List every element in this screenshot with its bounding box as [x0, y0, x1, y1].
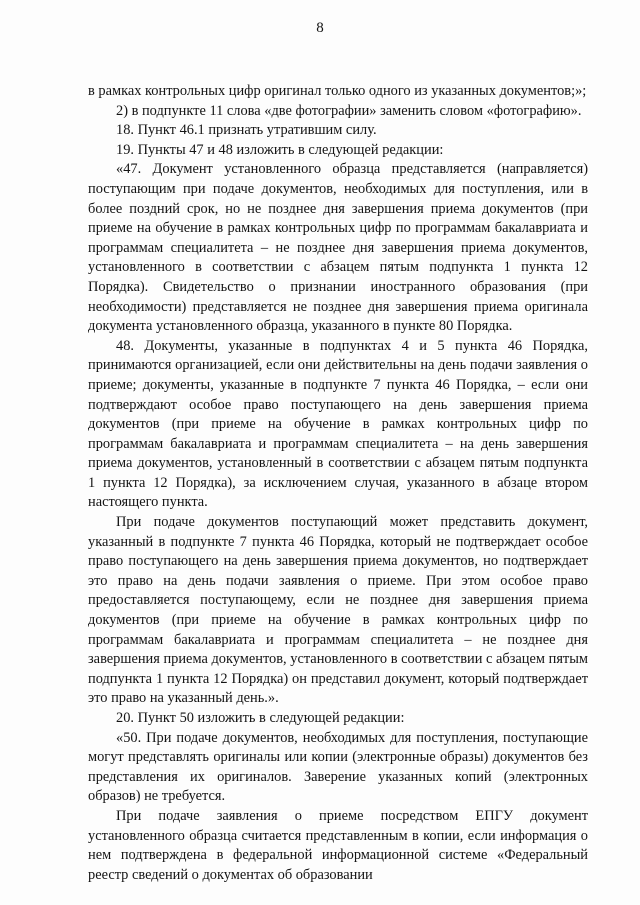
paragraph-item-20: 20. Пункт 50 изложить в следующей редакции:: [116, 710, 405, 726]
page-number: 8: [316, 20, 324, 36]
paragraph-item-18: 18. Пункт 46.1 признать утратившим силу.: [116, 122, 377, 139]
paragraph-clause-48-part-2: При подаче документов поступающий может представить документ, указанный в подпункте 7 пункта 46 Порядка, который не подтверждает особое право поступающего на день завершения приема документов, но подтверждает это право на день подачи заявления о приеме. При этом особое право предоставляется поступающему, если не позднее дня завершения приема документов (при приеме на обучение в рамках контрольных цифр по программам бакалавриата и программам специалитета – не позднее дня завершения приема документов, установленного в соответствии с абзацем пятым подпункта 1 пункта 12 Порядка) он представил документ, который подтверждает это право на указанный день.».: [88, 514, 588, 707]
paragraph-clause-50: «50. При подаче документов, необходимых для поступления, поступающие могут представлять оригиналы или копии (электронные образы) документов без представления их оригиналов. Заверение указанных копий (электронных образов) не требуется.: [88, 729, 588, 805]
document-body: [88, 82, 588, 885]
paragraph-clause-48: 48. Документы, указанные в подпунктах 4 и 5 пункта 46 Порядка, принимаются организацией, если они действительны на день подачи заявления о приеме; документы, указанные в подпункте 7 пункта 46 Порядка, – если они подтверждают особое право поступающего на день завершения приема документов (при приеме на обучение в рамках контрольных цифр по программам бакалавриата и программам специалитета – на день завершения приема документов, установленный в соответствии с абзацем пятым подпункта 1 пункта 12 Порядка), за исключением случая, указанного в абзаце втором настоящего пункта.: [88, 337, 588, 511]
paragraph-subitem-2: 2) в подпункте 11 слова «две фотографии» заменить словом «фотографию».: [116, 102, 582, 119]
paragraph-clause-47: «47. Документ установленного образца представляется (направляется) поступающим при подаче документов, необходимых для поступления, или в более поздний срок, но не позднее дня завершения приема документов (при приеме на обучение в рамках контрольных цифр по программам бакалавриата и программам специалитета – не позднее дня завершения приема документов, установленного в соответствии с абзацем пятым подпункта 1 пункта 12 Порядка). Свидетельство о признании иностранного образования (при необходимости) представляется не позднее дня завершения приема оригинала документа установленного образца, указанного в пункте 80 Порядка.: [88, 161, 588, 335]
paragraph-clause-50-part-2: При подаче заявления о приеме посредством ЕПГУ документ установленного образца считается представленным в копии, если информация о нем подтверждена в федеральной информационной системе «Федеральный реестр сведений о документах об образовании: [88, 807, 588, 883]
paragraph-item-19: 19. Пункты 47 и 48 изложить в следующей редакции:: [116, 141, 444, 158]
paragraph-continuation: в рамках контрольных цифр оригинал только одного из указанных документов;»;: [88, 83, 587, 99]
